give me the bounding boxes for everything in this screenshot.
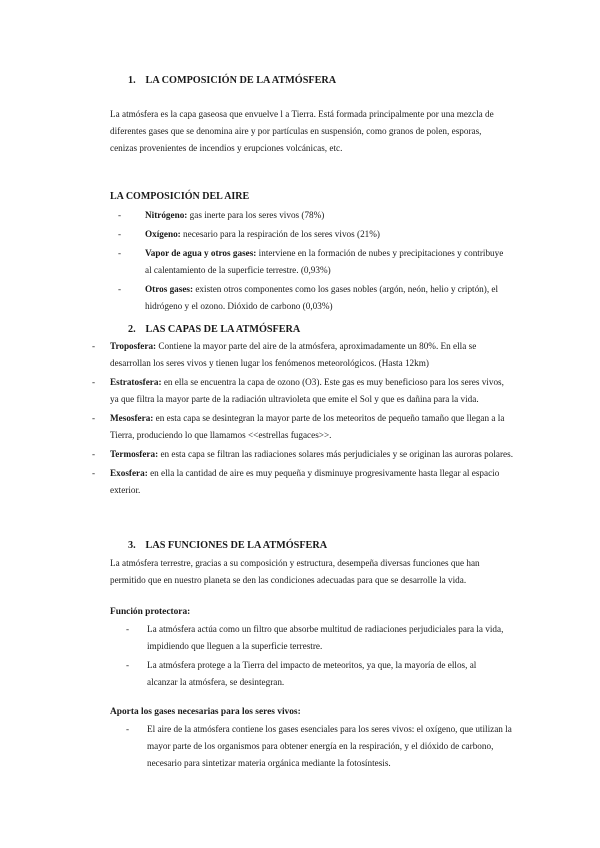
section-1-heading: [128, 74, 336, 88]
atmosphere-layers-list: [92, 338, 514, 501]
item-term: Mesosfera:: [110, 413, 154, 423]
protective-function-heading: Función protectora:: [110, 607, 191, 617]
section-2-heading: [128, 323, 300, 337]
item-term: Otros gases:: [145, 284, 194, 294]
section-3-title: LAS FUNCIONES DE LA ATMÓSFERA: [145, 540, 328, 551]
air-composition-list: [116, 207, 504, 317]
item-text: gas inerte para los seres vivos (78%): [187, 210, 325, 220]
item-text: existen otros componentes como los gases nobles (argón, neón, helio y criptón), el hidrógeno y el ozono. Dióxido de carbono (0,03%): [145, 284, 499, 311]
list-item: [92, 446, 514, 463]
item-text: en ella se encuentra la capa de ozono (O3). Este gas es muy beneficioso para los seres vivos, ya que filtra la mayor parte de la radiación ultravioleta que emite el Sol y que es dañina para la vida.: [110, 377, 504, 404]
item-term: Estratosfera:: [110, 377, 162, 387]
list-item: [116, 207, 504, 224]
item-text: Contiene la mayor parte del aire de la atmósfera, aproximadamente un 80%. En ella se desarrollan los seres vivos y tienen lugar los fenómenos meteorológicos. (Hasta 12km): [110, 341, 477, 368]
section-3-intro: La atmósfera terrestre, gracias a su composición y estructura, desempeña diversas funciones que han permitido que en nuestro planeta se den las condiciones adecuadas para que se desarrolle la vida.: [110, 558, 480, 585]
item-term: Termosfera:: [110, 449, 159, 459]
list-item: [92, 374, 514, 408]
protective-function-list: [126, 621, 506, 693]
section-2-title: LAS CAPAS DE LA ATMÓSFERA: [145, 324, 301, 335]
item-text: necesario para la respiración de los seres vivos (21%): [180, 229, 380, 239]
section-1-intro: La atmósfera es la capa gaseosa que envuelve l a Tierra. Está formada principalmente por una mezcla de diferentes gases que se denomina aire y por partículas en suspensión, como granos de polen, esporas, cenizas provenientes de incendios y erupciones volcánicas, etc.: [110, 109, 494, 153]
item-term: Troposfera:: [110, 341, 157, 351]
air-composition-heading: LA COMPOSICIÓN DEL AIRE: [110, 191, 250, 202]
list-item: - La atmósfera protege a la Tierra del impacto de meteoritos, ya que, la mayoría de ellos, al alcanzar la atmósfera, se desintegran.: [126, 657, 506, 691]
section-3-number: 3.: [128, 540, 136, 551]
essential-gases-list: [126, 721, 516, 774]
list-item: [92, 465, 514, 499]
item-term: Exosfera:: [110, 468, 148, 478]
list-item: - El aire de la atmósfera contiene los gases esenciales para los seres vivos: el oxígeno, que utilizan la mayor parte de los organismos para obtener energía en la respiración, y el dióxido de carbono, necesario para sintetizar materia orgánica mediante la fotosíntesis.: [126, 721, 516, 772]
item-term: Oxígeno:: [145, 229, 181, 239]
section-1-title: LA COMPOSICIÓN DE LA ATMÓSFERA: [145, 75, 337, 86]
section-1-number: 1.: [128, 75, 136, 86]
item-text: en esta capa se desintegran la mayor parte de los meteoritos de pequeño tamaño que llegan a la Tierra, produciendo lo que llamamos <<estrellas fugaces>>.: [110, 413, 505, 440]
item-text: en esta capa se filtran las radiaciones solares más perjudiciales y se originan las auroras polares.: [158, 449, 513, 459]
list-item: [92, 338, 514, 372]
essential-gases-heading: Aporta los gases necesarias para los seres vivos:: [110, 707, 301, 717]
list-item: [116, 245, 504, 279]
item-term: Vapor de agua y otros gases:: [145, 248, 257, 258]
item-term: Nitrógeno:: [145, 210, 188, 220]
list-item: - La atmósfera actúa como un filtro que absorbe multitud de radiaciones perjudiciales para la vida, impidiendo que lleguen a la superficie terrestre.: [126, 621, 506, 655]
section-3-heading: [128, 539, 327, 553]
section-2-number: 2.: [128, 324, 136, 335]
item-text: en ella la cantidad de aire es muy pequeña y disminuye progresivamente hasta llegar al espacio exterior.: [110, 468, 500, 495]
item-text: interviene en la formación de nubes y precipitaciones y contribuye al calentamiento de la superficie terrestre. (0,93%): [145, 248, 504, 275]
list-item: [92, 410, 514, 444]
list-item: [116, 226, 504, 243]
list-item: [116, 281, 504, 315]
